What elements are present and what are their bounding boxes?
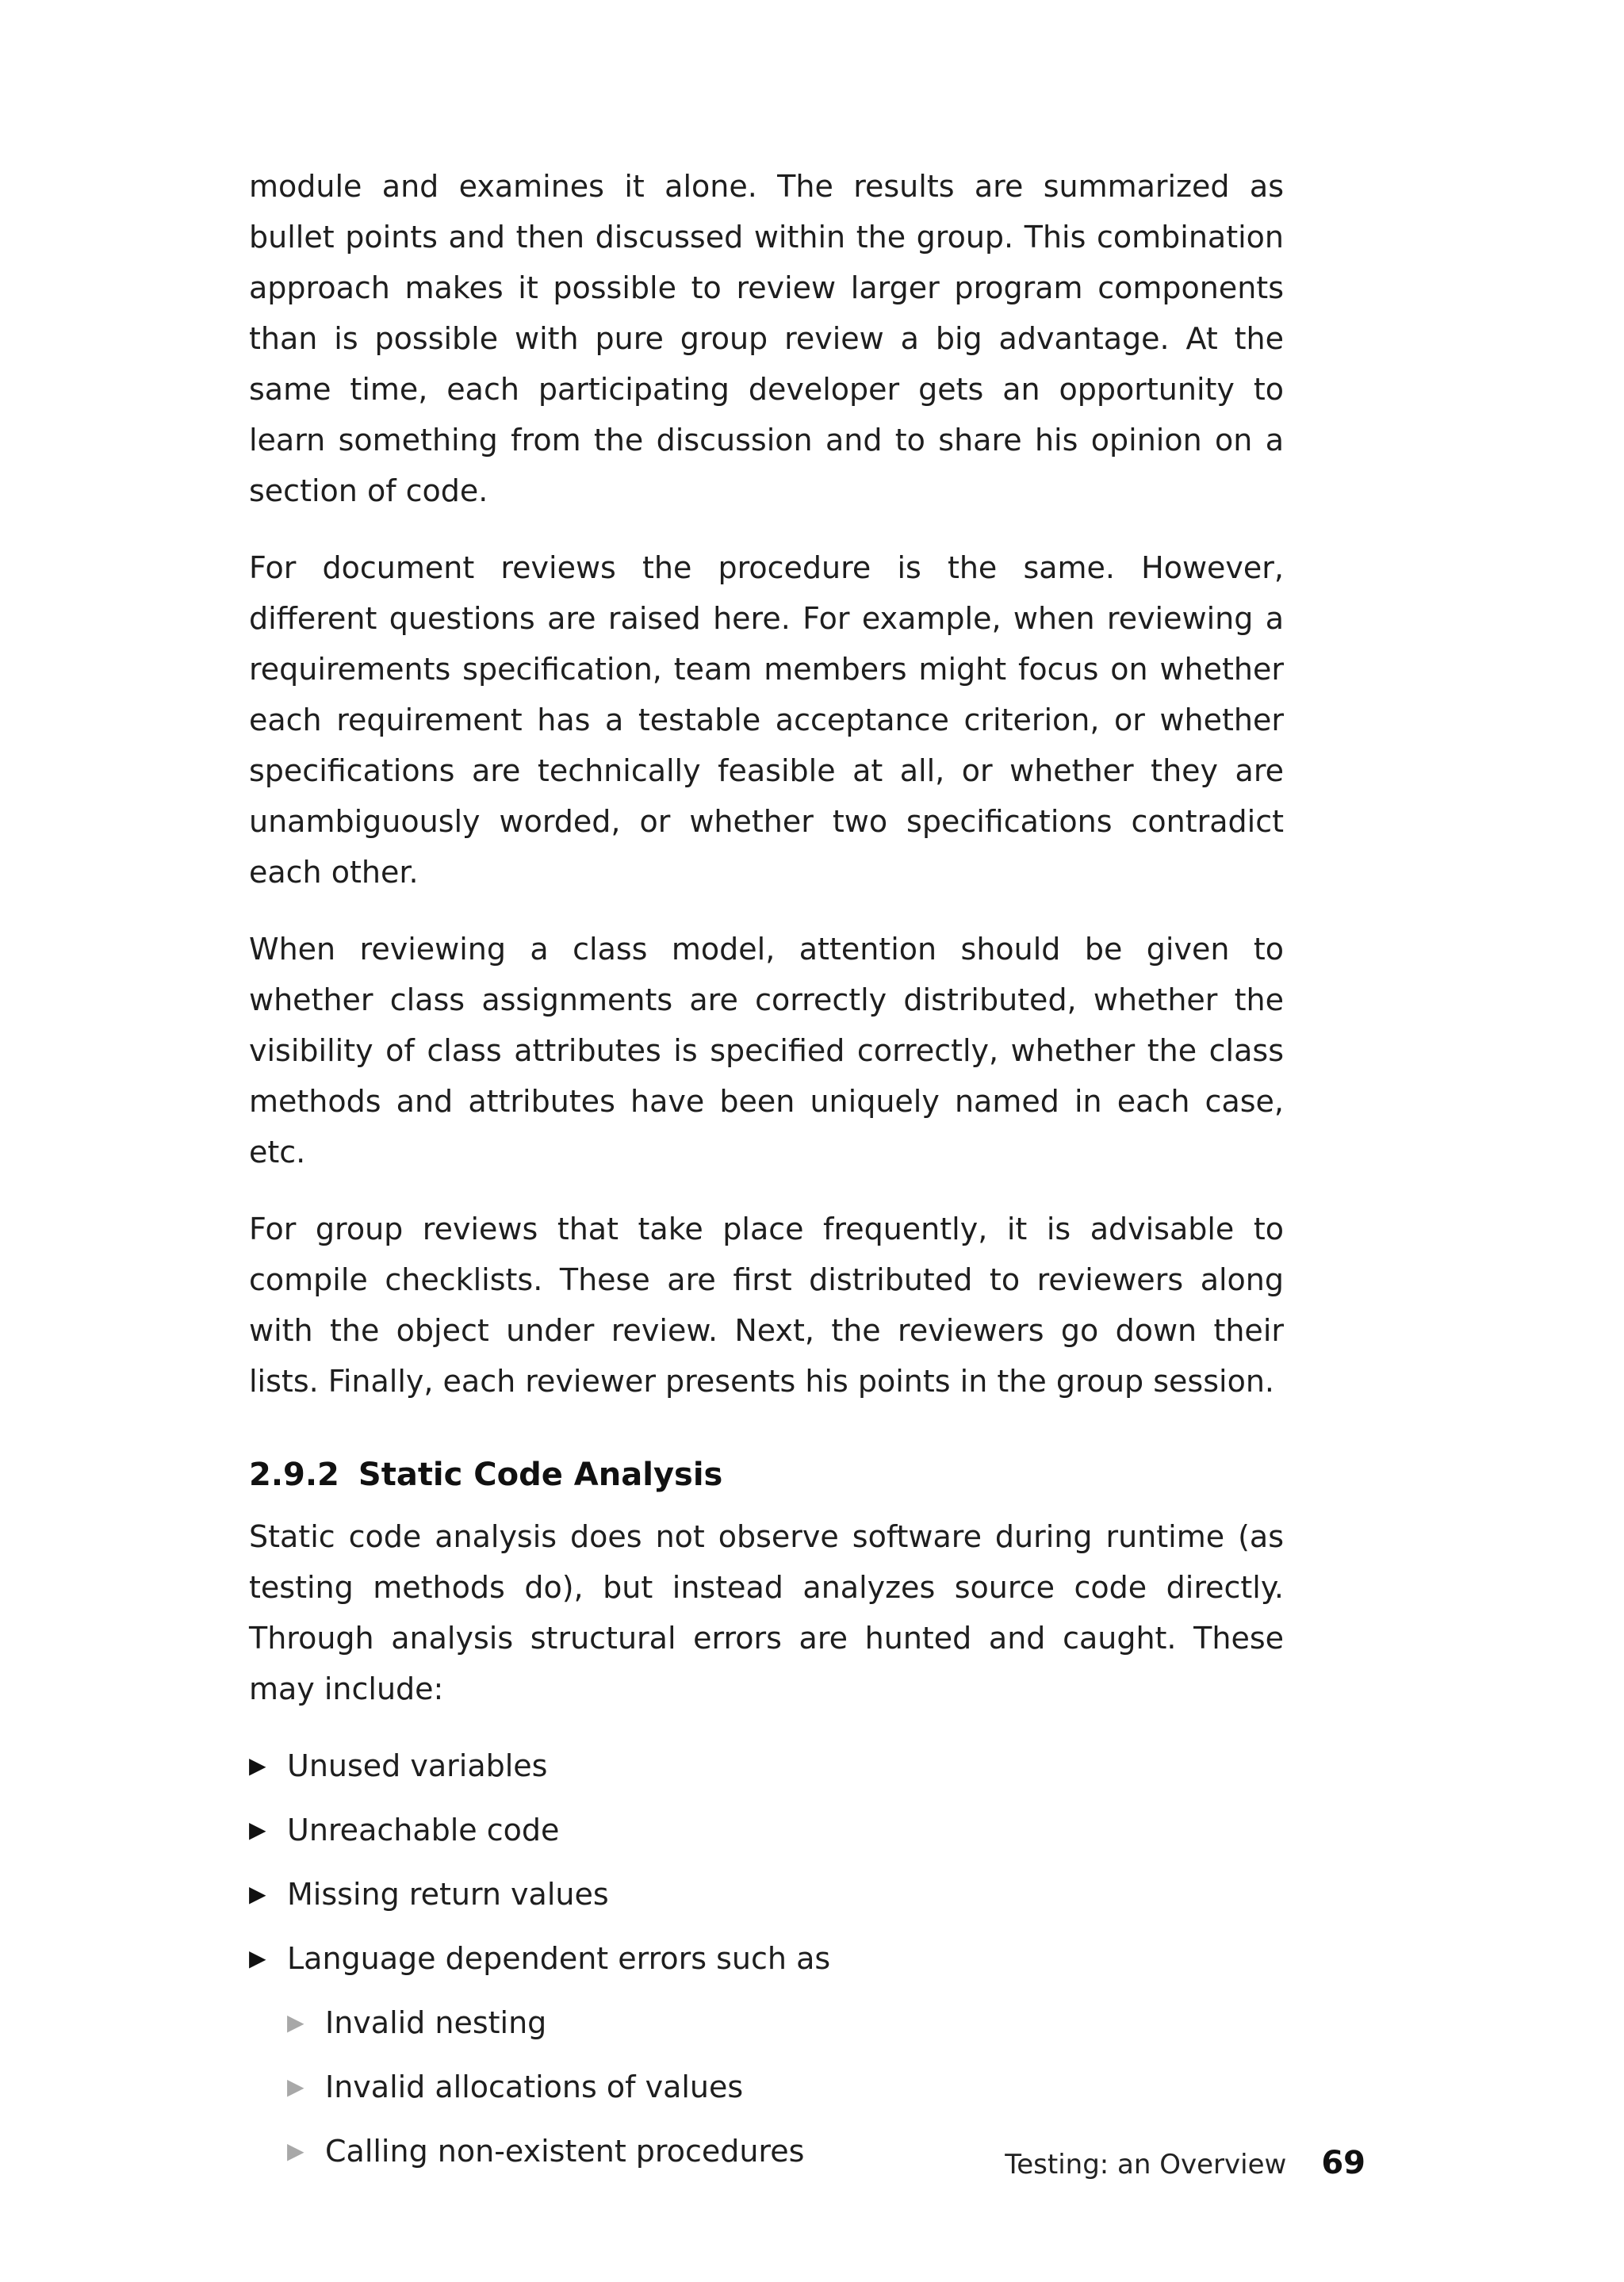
gray-triangle-bullet-icon: ▶ [287, 2009, 304, 2035]
section-title: Static Code Analysis [358, 1457, 723, 1493]
gray-triangle-bullet-icon: ▶ [287, 2073, 304, 2100]
list-item [249, 1869, 1284, 1920]
section-intro: Static code analysis does not observe software during runtime (as testing methods do), but instead analyzes source code directly. Through analysis structural errors are hunted and caught. These may include: [249, 1519, 1284, 1706]
sub-list-item [287, 1997, 1284, 2048]
page-content [249, 161, 1287, 2190]
paragraph-4: For group reviews that take place frequently, it is advisable to compile checklists. These are first distributed to reviewers along with the object under review. Next, the reviewers go down their lists. Finally, each reviewer presents his points in the group session. [249, 1212, 1284, 1399]
section-number: 2.9.2 [249, 1457, 339, 1493]
sub-list-item-text: Invalid nesting [325, 2005, 547, 2040]
sub-list-item-text: Invalid allocations of values [325, 2069, 744, 2104]
paragraph-1: module and examines it alone. The results are summarized as bullet points and then discussed within the group. This combination approach makes it possible to review larger program components than is possible with pure group review a big advantage. At the same time, each participating developer gets an opportunity to learn something from the discussion and to share his opinion on a section of code. [249, 169, 1284, 508]
section-heading [249, 1449, 1284, 1500]
paragraph-2: For document reviews the procedure is the same. However, different questions are raised here. For example, when reviewing a requirements specification, team members might focus on whether each requirement has a testable acceptance criterion, or whether specifications are technically feasible at all, or whether they are unambiguously worded, or whether two specifications contradict each other. [249, 550, 1284, 890]
gray-triangle-bullet-icon: ▶ [287, 2138, 304, 2164]
triangle-bullet-icon: ▶ [249, 1817, 266, 1843]
page-footer [0, 2138, 1365, 2190]
list-item [249, 1740, 1284, 1791]
page-number: 69 [1321, 2145, 1365, 2181]
triangle-bullet-icon: ▶ [249, 1881, 266, 1907]
triangle-bullet-icon: ▶ [249, 1945, 266, 1971]
list-item [249, 1805, 1284, 1855]
running-title: Testing: an Overview [1005, 2149, 1287, 2181]
list-item-text: Unreachable code [287, 1813, 560, 1847]
list-item-text: Unused variables [287, 1748, 548, 1783]
paragraph-3: When reviewing a class model, attention should be given to whether class assignments are correctly distributed, whether the visibility of class attributes is specified correctly, whether the class methods and attributes have been uniquely named in each case, etc. [249, 932, 1284, 1170]
triangle-bullet-icon: ▶ [249, 1752, 266, 1779]
sub-list-item [287, 2062, 1284, 2112]
sub-list-item-text: Calling non-existent procedures [325, 2134, 805, 2169]
list-item-text: Missing return values [287, 1877, 609, 1912]
error-list [249, 1740, 1284, 2177]
list-item-text: Language dependent errors such as [287, 1941, 831, 1976]
